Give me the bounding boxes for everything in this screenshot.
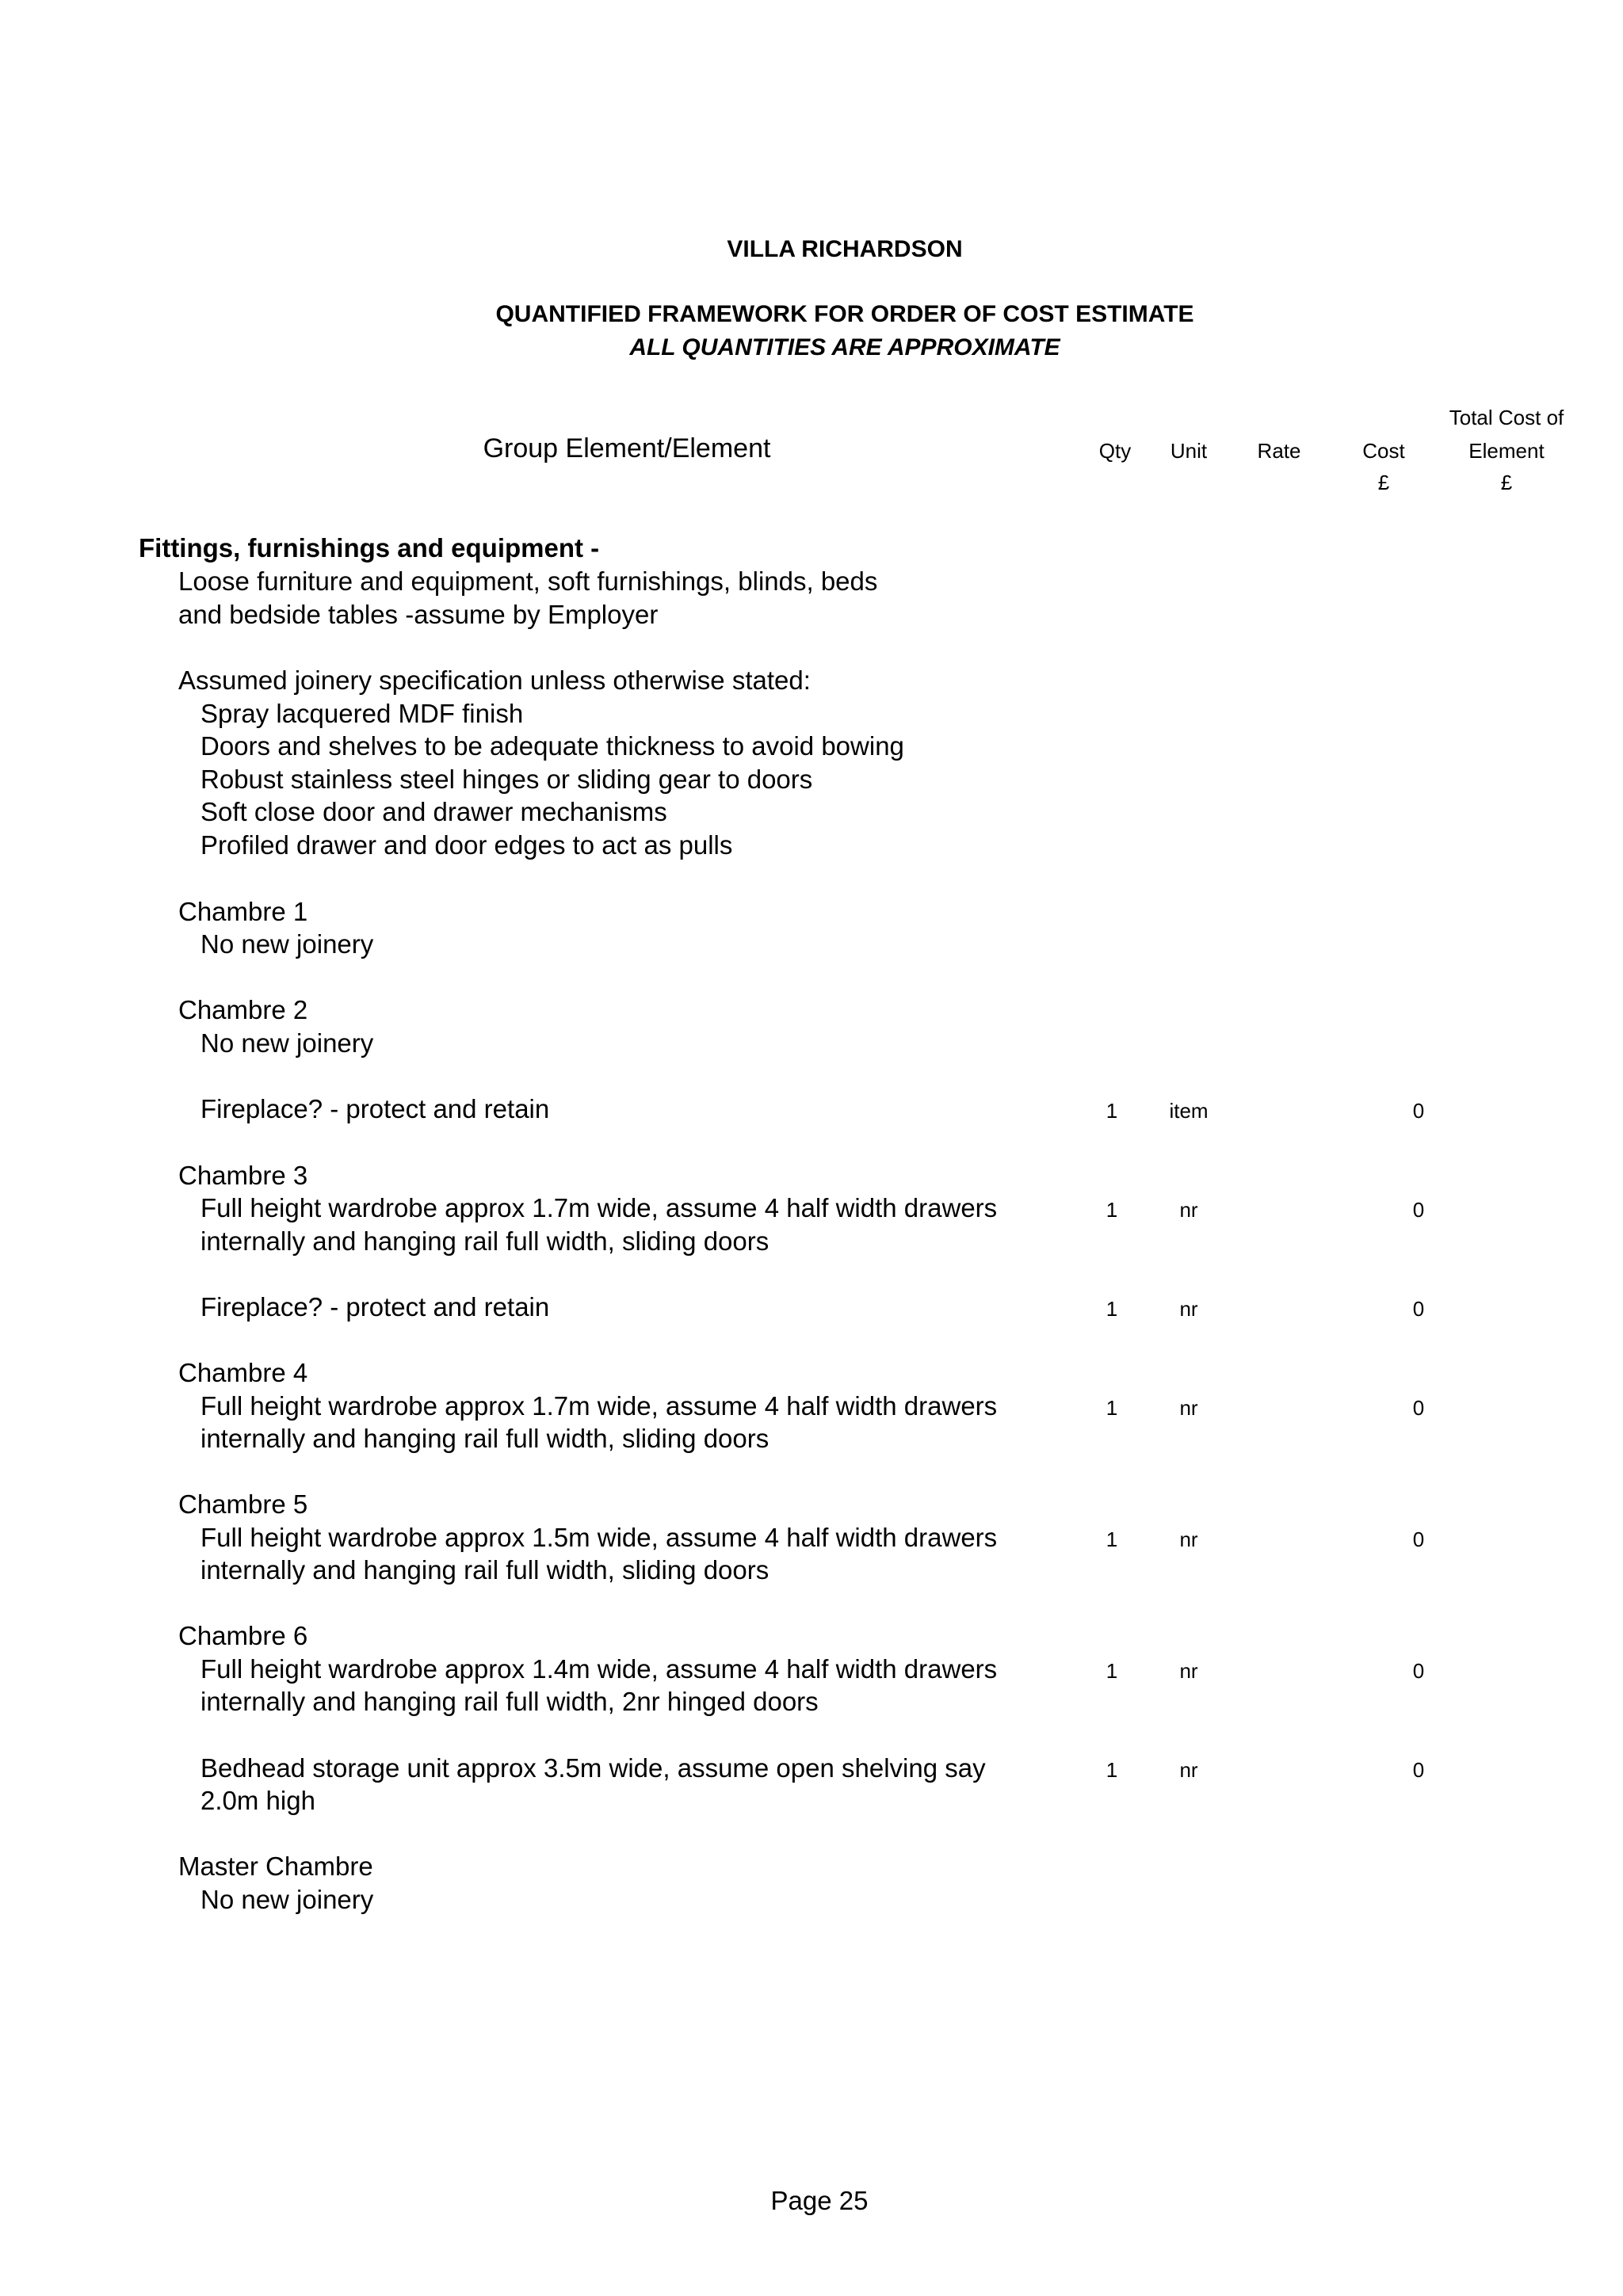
line-item-unit: nr (1179, 1527, 1198, 1551)
line-item-description: Full height wardrobe approx 1.7m wide, assume 4 half width drawers (200, 1193, 998, 1222)
room-note: No new joinery (200, 929, 374, 959)
line-item-cost: 0 (1412, 1297, 1425, 1321)
column-header-cost: Cost (1362, 439, 1405, 463)
line-item-description: Full height wardrobe approx 1.5m wide, assume 4 half width drawers (200, 1523, 998, 1552)
room-heading: Chambre 6 (178, 1621, 308, 1650)
page-number: Page 25 (770, 2186, 869, 2215)
column-header-qty: Qty (1098, 439, 1132, 463)
line-item-cost: 0 (1412, 1099, 1425, 1123)
room-note: No new joinery (200, 1885, 374, 1914)
line-item-cost: 0 (1412, 1198, 1425, 1222)
document-subtitle-note: ALL QUANTITIES ARE APPROXIMATE (629, 334, 1060, 360)
line-item-description: internally and hanging rail full width, sliding doors (200, 1555, 769, 1585)
section-heading: Fittings, furnishings and equipment - (139, 533, 600, 563)
section-intro-line: Loose furniture and equipment, soft furnishings, blinds, beds (178, 566, 878, 596)
line-item-unit: nr (1179, 1297, 1198, 1321)
line-item-qty: 1 (1106, 1297, 1118, 1321)
line-item-description: internally and hanging rail full width, sliding doors (200, 1424, 769, 1453)
room-heading: Chambre 4 (178, 1358, 308, 1387)
line-item-cost: 0 (1412, 1396, 1425, 1420)
column-header-group: Group Element/Element (483, 433, 771, 463)
column-header-total-line1: Total Cost of (1449, 406, 1564, 429)
spec-item: Soft close door and drawer mechanisms (200, 797, 667, 826)
line-item-description: Full height wardrobe approx 1.4m wide, assume 4 half width drawers (200, 1654, 998, 1684)
line-item-description: Bedhead storage unit approx 3.5m wide, assume open shelving say (200, 1753, 986, 1783)
line-item-description: internally and hanging rail full width, sliding doors (200, 1226, 769, 1256)
line-item-unit: nr (1179, 1758, 1198, 1782)
room-heading: Chambre 2 (178, 995, 308, 1024)
spec-item: Robust stainless steel hinges or sliding gear to doors (200, 765, 813, 794)
line-item-unit: nr (1179, 1198, 1198, 1222)
section-intro-line: and bedside tables -assume by Employer (178, 600, 659, 629)
line-item-cost: 0 (1412, 1659, 1425, 1683)
column-header-total-line2: Element (1468, 439, 1545, 463)
line-item-cost: 0 (1412, 1758, 1425, 1782)
line-item-description: internally and hanging rail full width, 2nr hinged doors (200, 1687, 819, 1716)
line-item-description: 2.0m high (200, 1786, 315, 1815)
room-heading: Chambre 3 (178, 1161, 308, 1190)
column-header-total-currency: £ (1500, 471, 1513, 494)
line-item-qty: 1 (1106, 1659, 1118, 1683)
line-item-qty: 1 (1106, 1758, 1118, 1782)
room-note: No new joinery (200, 1028, 374, 1058)
column-header-cost-currency: £ (1377, 471, 1390, 494)
line-item-qty: 1 (1106, 1099, 1118, 1123)
column-header-rate: Rate (1257, 439, 1301, 463)
room-heading: Chambre 1 (178, 897, 308, 926)
line-item-qty: 1 (1106, 1198, 1118, 1222)
line-item-description: Fireplace? - protect and retain (200, 1094, 550, 1123)
line-item-unit: nr (1179, 1659, 1198, 1683)
room-heading: Master Chambre (178, 1852, 373, 1881)
line-item-unit: item (1169, 1099, 1209, 1123)
document-title: VILLA RICHARDSON (727, 236, 963, 262)
spec-item: Spray lacquered MDF finish (200, 699, 524, 728)
spec-heading: Assumed joinery specification unless otherwise stated: (178, 666, 811, 695)
line-item-cost: 0 (1412, 1527, 1425, 1551)
room-heading: Chambre 5 (178, 1489, 308, 1519)
line-item-unit: nr (1179, 1396, 1198, 1420)
line-item-description: Fireplace? - protect and retain (200, 1292, 550, 1322)
line-item-qty: 1 (1106, 1527, 1118, 1551)
spec-item: Profiled drawer and door edges to act as pulls (200, 830, 733, 860)
line-item-description: Full height wardrobe approx 1.7m wide, assume 4 half width drawers (200, 1391, 998, 1421)
column-header-unit: Unit (1170, 439, 1208, 463)
line-item-qty: 1 (1106, 1396, 1118, 1420)
spec-item: Doors and shelves to be adequate thickness to avoid bowing (200, 731, 904, 761)
document-subtitle: QUANTIFIED FRAMEWORK FOR ORDER OF COST ESTIMATE (495, 301, 1194, 327)
